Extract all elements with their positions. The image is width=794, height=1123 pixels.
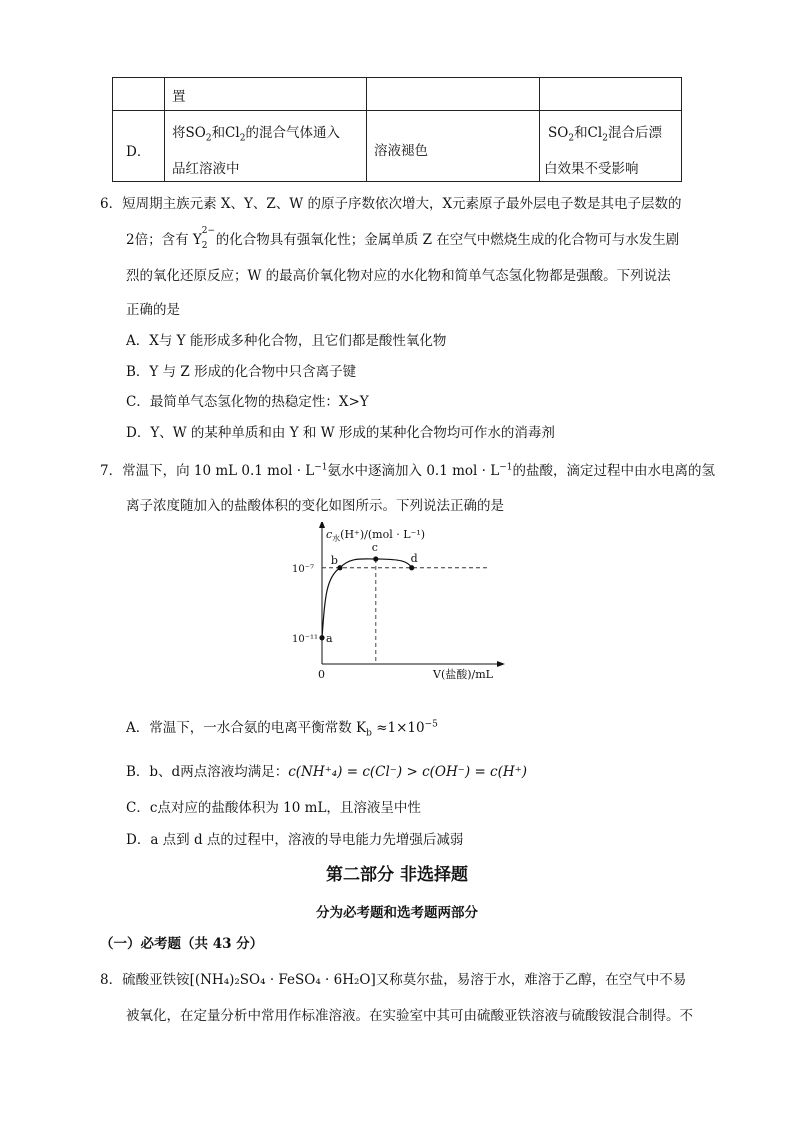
table-cell-conclusion-line1: $SO_2$和$Cl_2$混合后漂: [548, 125, 662, 144]
table-cell-operation-line2: 品红溶液中: [172, 161, 240, 177]
y-tick-label-1e-7: 10⁻⁷: [292, 563, 315, 575]
q6-stem-line2: 2倍；含有 Y 2− 2 的化合物具有强氧化性；金属单质 Z 在空气中燃烧生成的化合物可与水发生剧: [126, 226, 680, 251]
origin-label: 0: [318, 668, 325, 681]
table-cell-phenomenon: 溶液褪色: [374, 143, 428, 159]
q6-option-a: A．X与 Y 能形成多种化合物，且它们都是酸性氧化物: [126, 333, 447, 349]
table-border-bottom: [112, 181, 682, 182]
table-border-left: [112, 77, 113, 182]
table-col-divider-2: [366, 77, 367, 182]
table-cell-label-d: D．: [126, 144, 151, 160]
table-border-right: [681, 77, 682, 182]
table-border-top: [112, 77, 682, 78]
y-axis-arrow: [319, 522, 325, 528]
point-label-b: b: [330, 553, 338, 567]
q7-option-d: D．a 点到 d 点的过程中，溶液的导电能力先增强后减弱: [126, 832, 464, 848]
experiment-table: [112, 77, 682, 182]
table-cell-operation-line1: 将$SO_2$和$Cl_2$的混合气体通入: [172, 125, 340, 144]
x-axis-label: V(盐酸)/mL: [433, 668, 493, 681]
data-point-a: [319, 635, 324, 640]
x-axis-arrow: [497, 661, 505, 667]
point-label-c: c: [371, 541, 378, 554]
q8-stem-line1: 8．硫酸亚铁铵[(NH₄)₂SO₄ · FeSO₄ · 6H₂O]又称莫尔盐，易溶于水，难溶于乙醇，在空气中不易: [100, 972, 687, 988]
section-subtitle: 分为必考题和选考题两部分: [316, 905, 478, 921]
point-label-d: d: [410, 551, 418, 565]
curve-segment-ab: [322, 568, 340, 638]
q6-stem-line4: 正确的是: [126, 302, 180, 318]
q7-option-c: C．c点对应的盐酸体积为 10 mL，且溶液呈中性: [126, 800, 421, 816]
data-point-d: [409, 565, 414, 570]
point-label-a: a: [326, 631, 333, 645]
q6-option-c: C．最简单气态氢化物的热稳定性：X>Y: [126, 394, 369, 410]
q8-stem-line2: 被氧化，在定量分析中常用作标准溶液。在实验室中其可由硫酸亚铁溶液与硫酸铵混合制得。不: [126, 1008, 693, 1024]
q6-option-d: D．Y、W 的某种单质和由 Y 和 W 形成的某种化合物均可作水的消毒剂: [126, 425, 555, 441]
table-col-divider-3: [539, 77, 540, 182]
q7-option-b: B．b、d两点溶液均满足：c(NH⁺₄) = c(Cl⁻) > c(OH⁻) = c(H⁺): [126, 764, 528, 780]
q7-stem-line1: 7．常温下，向 10 mL 0.1 mol · $L^{-1}$氨水中逐滴加入 0.1 mol · $L^{-1}$的盐酸，滴定过程中由水电离的氢: [100, 462, 715, 479]
table-col-divider-1: [164, 77, 165, 182]
y-tick-label-1e-11: 10⁻¹¹: [292, 633, 319, 645]
y-axis-label: $c_水(H^+)/(mol \cdot L^{-1})$: [326, 528, 426, 543]
titration-chart: [280, 522, 520, 702]
section-title: 第二部分 非选择题: [326, 865, 468, 885]
q7-stem-line2: 离子浓度随加入的盐酸体积的变化如图所示。下列说法正确的是: [126, 498, 504, 514]
table-cell-conclusion-line2: 白效果不受影响: [544, 161, 639, 177]
data-point-c: [373, 556, 378, 561]
data-point-b: [337, 565, 342, 570]
table-row-divider: [112, 110, 682, 111]
q6-stem-line1: 6．短周期主族元素 X、Y、Z、W 的原子序数依次增大，X元素原子最外层电子数是其电子层数的: [100, 196, 682, 212]
table-cell-row1-col2: 置: [172, 89, 186, 105]
q7-option-a: A．常温下，一水合氨的电离平衡常数 $K_b \approx 1\times 10^{-5}$: [126, 719, 438, 739]
q6-option-b: B．Y 与 Z 形成的化合物中只含离子键: [126, 364, 357, 380]
q6-stem-line3: 烈的氧化还原反应；W 的最高价氧化物对应的水化物和简单气态氢化物都是强酸。下列说法: [126, 268, 671, 284]
part1-heading: （一）必考题（共 43 分）: [100, 936, 264, 952]
